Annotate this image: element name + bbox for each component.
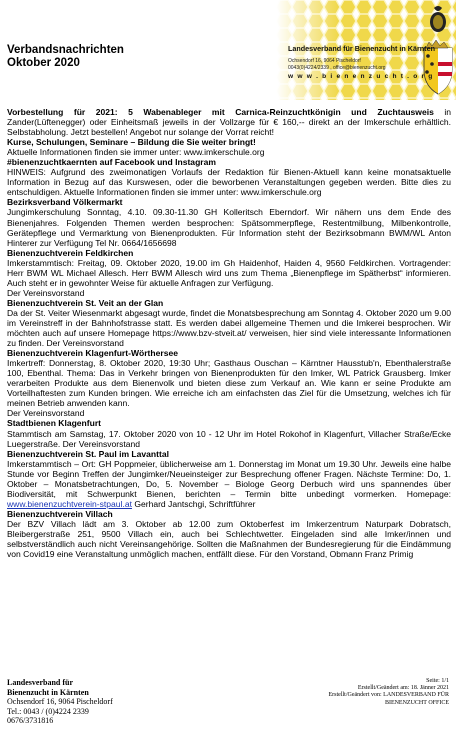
footer-org-line2: Bienenzucht in Kärnten (7, 687, 89, 697)
footer-meta (329, 678, 450, 707)
footer-address (7, 678, 113, 726)
logo-address: Ochsendorf 16, 9064 Pischeldorf (288, 58, 361, 64)
section-text-stadtbienen: Stammtisch am Samstag, 17. Oktober 2020 von 10 - 12 Uhr im Hotel Rokohof in Klagenfurt, Villacher Straße/Ecke Luegerstraße. Der Vereinsvorstand (7, 428, 451, 449)
association-logo (276, 0, 456, 100)
section-heading-voelkermarkt: Bezirksverband Völkermarkt (7, 197, 123, 208)
footer-modified-by: Erstellt/Geändert von: LANDESVERBAND FÜR (328, 692, 449, 699)
section-heading-klagenfurt-woerthersee: Bienenzuchtverein Klagenfurt-Wörthersee (7, 348, 178, 359)
section-text-st-veit: Da der St. Veiter Wiesenmarkt abgesagt wurde, findet die Monatsbesprechung am Sonntag 4. Oktober 2020 um 9.00 im Vereinstreff in der Bahnhofstrasse statt. Es werden dabei allgemeine Themen und die Imkerei besprochen. Wir möchten auch auf unsere Homepage https://www.bzv-stveit.at/ verweisen, hier sind viele interessante Informationen zu finden. Der Vereinsvorstand (7, 307, 451, 349)
footer-modified-by-cont: BIENENZUCHT OFFICE (384, 699, 449, 706)
footer-org-line1: Landesverband für (7, 678, 74, 687)
footer-page-number: Seite: 1/1 (426, 678, 449, 684)
page-subtitle: Oktober 2020 (7, 57, 80, 69)
title-block (7, 44, 124, 70)
intro-text: in Zander(Lüftenegger) oder Einheitsmaß jeweils in der Vollzarge für € 160,-- direkt an der Imkerschule erhältlich. Selbstabholung. Jetzt bestellen! Angebot nur solange der Vorrat reicht! (7, 107, 451, 138)
intro-heading: Vorbestellung für 2021: 5 Wabenableger mit Carnica-Reinzuchtkönigin und Zuchtausweis (7, 107, 434, 117)
section-text-feldkirchen: Imkerstammtisch: Freitag, 09. Oktober 2020, 19.00 im Gh Haidenhof, Haiden 4, 9560 Feldkirchen. Vortragender: Herr BWM WL Michael Allesch. Herr BWM Allesch wird uns zum Thema „Bienenpflege im Spätherbst“ informieren. Auch steht er in gewohnter Weise für aktuelle Anfragen zur Verfügung. (7, 257, 451, 288)
section-heading-st-paul: Bienenzuchtverein St. Paul im Lavanttal (7, 448, 169, 459)
kurse-heading: Kurse, Schulungen, Seminare – Bildung die Sie weiter bringt! (7, 137, 256, 148)
logo-website: w w w . b i e n e n z u c h t . o r g (288, 73, 434, 80)
footer-street: Ochsendorf 16, 9064 Pischeldorf (7, 697, 113, 707)
logo-contact: 0043(0)4224/2339 , office@bienenzucht.org (288, 65, 386, 71)
footer-phone: Tel.: 0043 / (0)4224 2339 (7, 706, 89, 716)
intro-paragraph (7, 107, 451, 137)
section-heading-stadtbienen: Stadtbienen Klagenfurt (7, 418, 102, 429)
section-heading-st-veit: Bienenzuchtverein St. Veit an der Glan (7, 297, 164, 308)
page-header (0, 0, 456, 100)
kurse-text: Aktuelle Informationen finden sie immer unter: www.imkerschule.org (7, 147, 265, 158)
section-text-st-paul-signature: Gerhard Jantschgi, Schriftführer (131, 498, 256, 509)
page-title: Verbandsnachrichten (7, 44, 124, 56)
section-text-villach: Der BZV Villach lädt am 3. Oktober ab 12.00 zum Oktoberfest im Imkerzentrum Naturpark Dobratsch, Bleibergerstraße 251, 9500 Villach ein, auch bei Schlechtwetter. Eingeladen sind alle Imker/innen und selbstverständlich auch nicht Vereinsangehörige. Sollten die Maßnahmen der Bundesregierung für die Eindämmung von Covid19 eine Veranstaltung unmöglich machen, entfällt diese. Für den Vorstand, Obmann Franz Primig (7, 518, 451, 560)
section-text-st-paul: Imkerstammtisch – Ort: GH Poppmeier, üblicherweise am 1. Donnerstag im Monat um 19.30 Uhr. Jeweils eine halbe Stunde vor Beginn Treffen der Jungimker/Neueinsteiger zur Besprechung offener Fragen. Nächste Termine: Do, 1. Oktober – Monatsbetrachtungen, Do, 5. November – Biologe Georg Derbuch wird uns spannendes über Biodiversität, mit Schwerpunkt Bienen, berichten – Termin bitte unbedingt vormerken. Homepage: (7, 458, 451, 499)
section-text-klagenfurt-woerthersee: Imkertreff: Donnerstag, 8. Oktober 2020, 19:30 Uhr; Gasthaus Ouschan – Kärntner Hausstub'n, Ebenthalerstraße 100, Ebenthal. Thema: Das in Verkehr bringen von Bienenprodukten für den Imker, WL Patrick Grausberg. Imker verarbeiten Produkte aus dem Bienenvolk und bieten diese zum Verkauf an. Wie kann er seine Produkte am Vorteilhaftesten zum Kunden bringen. Wie erreiche ich am einfachsten das Ziel für die Umsetzung, welches ich für meinen Betrieb anwenden kann. (7, 358, 451, 409)
logo-name: Landesverband für Bienenzucht in Kärnten (288, 44, 435, 53)
section-heading-feldkirchen: Bienenzuchtverein Feldkirchen (7, 247, 134, 258)
section-sign-feldkirchen: Der Vereinsvorstand (7, 287, 85, 298)
section-text-voelkermarkt: Jungimkerschulung Sonntag, 4.10. 09.30-11.30 GH Kolleritsch Eberndorf. Wir nähern uns dem Ende des Bienenjahres. Folgenden Themen werden besprochen: Spätsommerpflege, Restentmilbung, Milbenkontrolle, Gerätepflege und Vermarktung von Bienenprodukten. Für Information steht der Bezirksobmann BWM/WL Anton Hinterer zur Verfügung Tel Nr. 0664/1656698 (7, 207, 451, 248)
section-paragraph-st-paul (7, 459, 451, 509)
section-heading-villach: Bienenzuchtverein Villach (7, 508, 113, 519)
st-paul-homepage-link[interactable]: www.bienenzuchtverein-stpaul.at (7, 498, 132, 509)
section-sign-klagenfurt-woerthersee: Der Vereinsvorstand (7, 408, 85, 419)
footer-modified-date: Erstellt/Geändert am: 18. Jänner 2021 (357, 685, 449, 692)
newsletter-body (7, 107, 451, 559)
hashtag-heading: #bienenzuchtkaernten auf Facebook und Instagram (7, 157, 216, 168)
hashtag-text: HINWEIS: Aufgrund des zweimonatigen Vorlaufs der Redaktion für Bienen-Aktuell kann keine monatsaktuelle Information in Bezug auf das Kurswesen, oder die beworbenen Veranstaltungen gegeben werden. Bitte dies zu entschuldigen. Aktuelle Informationen finden sie immer unter: www.imkerschule.org (7, 167, 451, 198)
footer-mobile: 0676/3731816 (7, 716, 54, 726)
